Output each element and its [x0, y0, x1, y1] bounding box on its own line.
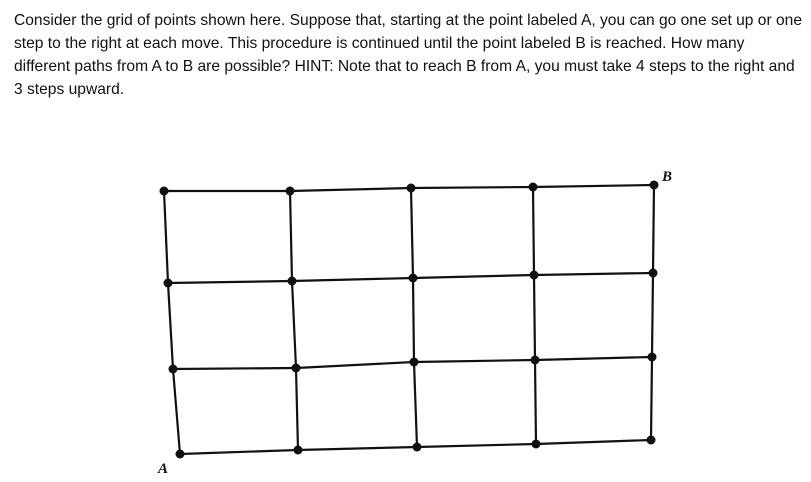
grid-edge	[292, 278, 413, 281]
grid-point	[530, 271, 539, 280]
grid-point	[286, 187, 295, 196]
grid-edge	[168, 281, 292, 283]
grid-point	[531, 356, 540, 365]
grid-edge	[411, 188, 413, 278]
grid-edge	[536, 440, 651, 444]
grid-edges	[164, 185, 654, 454]
grid-point	[164, 279, 173, 288]
grid-point	[649, 269, 658, 278]
grid-point	[648, 353, 657, 362]
grid-edge	[533, 185, 654, 187]
grid-point	[410, 358, 419, 367]
grid-point	[292, 364, 301, 373]
label-b: B	[662, 169, 673, 185]
grid-edge	[417, 444, 536, 447]
grid-edge	[534, 275, 535, 360]
grid-point	[407, 184, 416, 193]
grid-point-a	[176, 450, 185, 459]
grid-edge	[173, 368, 296, 369]
grid-edge	[413, 278, 414, 362]
grid-points	[160, 181, 659, 459]
grid-edge	[414, 362, 417, 447]
grid-edge	[651, 357, 652, 440]
grid-point	[288, 277, 297, 286]
grid-edge	[652, 273, 653, 357]
grid-edge	[173, 369, 180, 454]
grid-point	[647, 436, 656, 445]
grid-edge	[290, 188, 411, 191]
grid-point-b	[650, 181, 659, 190]
grid-point	[413, 443, 422, 452]
grid-edge	[298, 447, 417, 450]
grid-edge	[533, 187, 534, 275]
problem-text: Consider the grid of points shown here. Suppose that, starting at the point labeled A, you can go one set up or one step to the right at each move. This procedure is continued until the point labeled B is reached. How many different paths from A to B are possible? HINT: Note that to reach B from A, you must take 4 steps to the right and 3 steps upward.	[14, 12, 803, 98]
grid-edge	[411, 187, 533, 188]
grid-edge	[296, 368, 298, 450]
grid-edge	[296, 362, 414, 368]
grid-edge	[534, 273, 653, 275]
grid-point	[409, 274, 418, 283]
grid-point	[532, 440, 541, 449]
grid-edge	[180, 450, 298, 454]
grid-point	[160, 187, 169, 196]
grid-edge	[292, 281, 296, 368]
grid-edge	[290, 191, 292, 281]
grid-edge	[414, 360, 535, 362]
label-a: A	[158, 461, 169, 477]
grid-point	[529, 183, 538, 192]
grid-edge	[164, 191, 168, 283]
grid-point	[169, 365, 178, 374]
grid-edge	[413, 275, 534, 278]
grid-edge	[653, 185, 654, 273]
grid-edge	[535, 360, 536, 444]
grid-point	[294, 446, 303, 455]
grid-edge	[535, 357, 652, 360]
grid-edge	[168, 283, 173, 369]
